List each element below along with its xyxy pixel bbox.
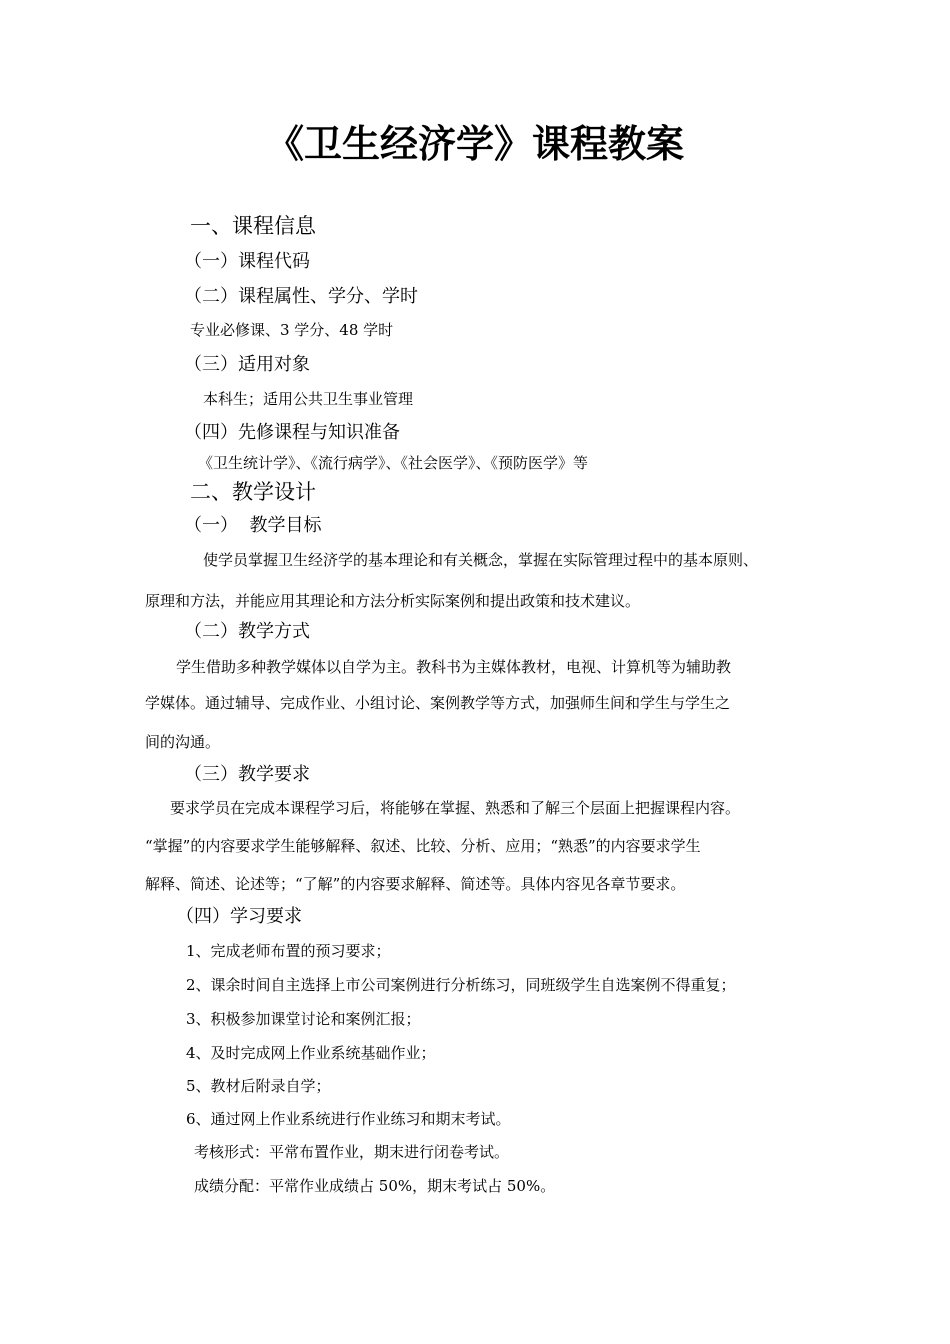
goal-line: 原理和方法，并能应用其理论和方法分析实际案例和提出政策和技术建议。 [145,592,641,610]
subheading-teaching-method: （二）教学方式 [184,621,310,642]
document-title: 《卫生经济学》课程教案 [265,122,684,166]
subheading-audience: （三）适用对象 [184,354,310,375]
method-line: 学媒体。通过辅导、完成作业、小组讨论、案例教学等方式，加强师生间和学生与学生之 [145,694,731,712]
audience-text: 本科生；适用公共卫生事业管理 [203,390,414,408]
subheading-course-attributes: （二）课程属性、学分、学时 [184,286,418,307]
method-line: 间的沟通。 [145,733,221,751]
assessment-text: 考核形式：平常布置作业，期末进行闭卷考试。 [194,1143,510,1161]
subheading-prerequisites: （四）先修课程与知识准备 [184,422,400,443]
section-heading-course-info: 一、课程信息 [190,214,316,238]
study-item: 4、及时完成网上作业系统基础作业； [186,1044,436,1062]
study-item: 6、通过网上作业系统进行作业练习和期末考试。 [186,1110,511,1128]
subheading-teaching-goal: （一） 教学目标 [184,515,322,536]
method-line: 学生借助多种教学媒体以自学为主。教科书为主媒体教材，电视、计算机等为辅助教 [176,658,732,676]
study-item: 2、课余时间自主选择上市公司案例进行分析练习，同班级学生自选案例不得重复； [186,976,736,994]
requirements-line: 解释、简述、论述等；“了解”的内容要求解释、简述等。具体内容见各章节要求。 [145,875,686,893]
subheading-study-requirements: （四）学习要求 [176,906,302,927]
study-item: 3、积极参加课堂讨论和案例汇报； [186,1010,421,1028]
subheading-teaching-requirements: （三）教学要求 [184,764,310,785]
grading-text: 成绩分配：平常作业成绩占 50%，期末考试占 50%。 [194,1177,556,1195]
goal-line: 使学员掌握卫生经济学的基本理论和有关概念，掌握在实际管理过程中的基本原则、 [203,551,759,569]
requirements-line: “掌握”的内容要求学生能够解释、叙述、比较、分析、应用；“熟悉”的内容要求学生 [145,837,701,855]
requirements-line: 要求学员在完成本课程学习后，将能够在掌握、熟悉和了解三个层面上把握课程内容。 [170,799,741,817]
prerequisites-text: 《卫生统计学》、《流行病学》、《社会医学》、《预防医学》等 [198,454,589,472]
course-attributes-text: 专业必修课、3 学分、48 学时 [190,321,394,339]
study-item: 5、教材后附录自学； [186,1077,331,1095]
subheading-course-code: （一）课程代码 [184,251,310,272]
section-heading-teaching-design: 二、教学设计 [190,480,316,504]
study-item: 1、完成老师布置的预习要求； [186,942,391,960]
